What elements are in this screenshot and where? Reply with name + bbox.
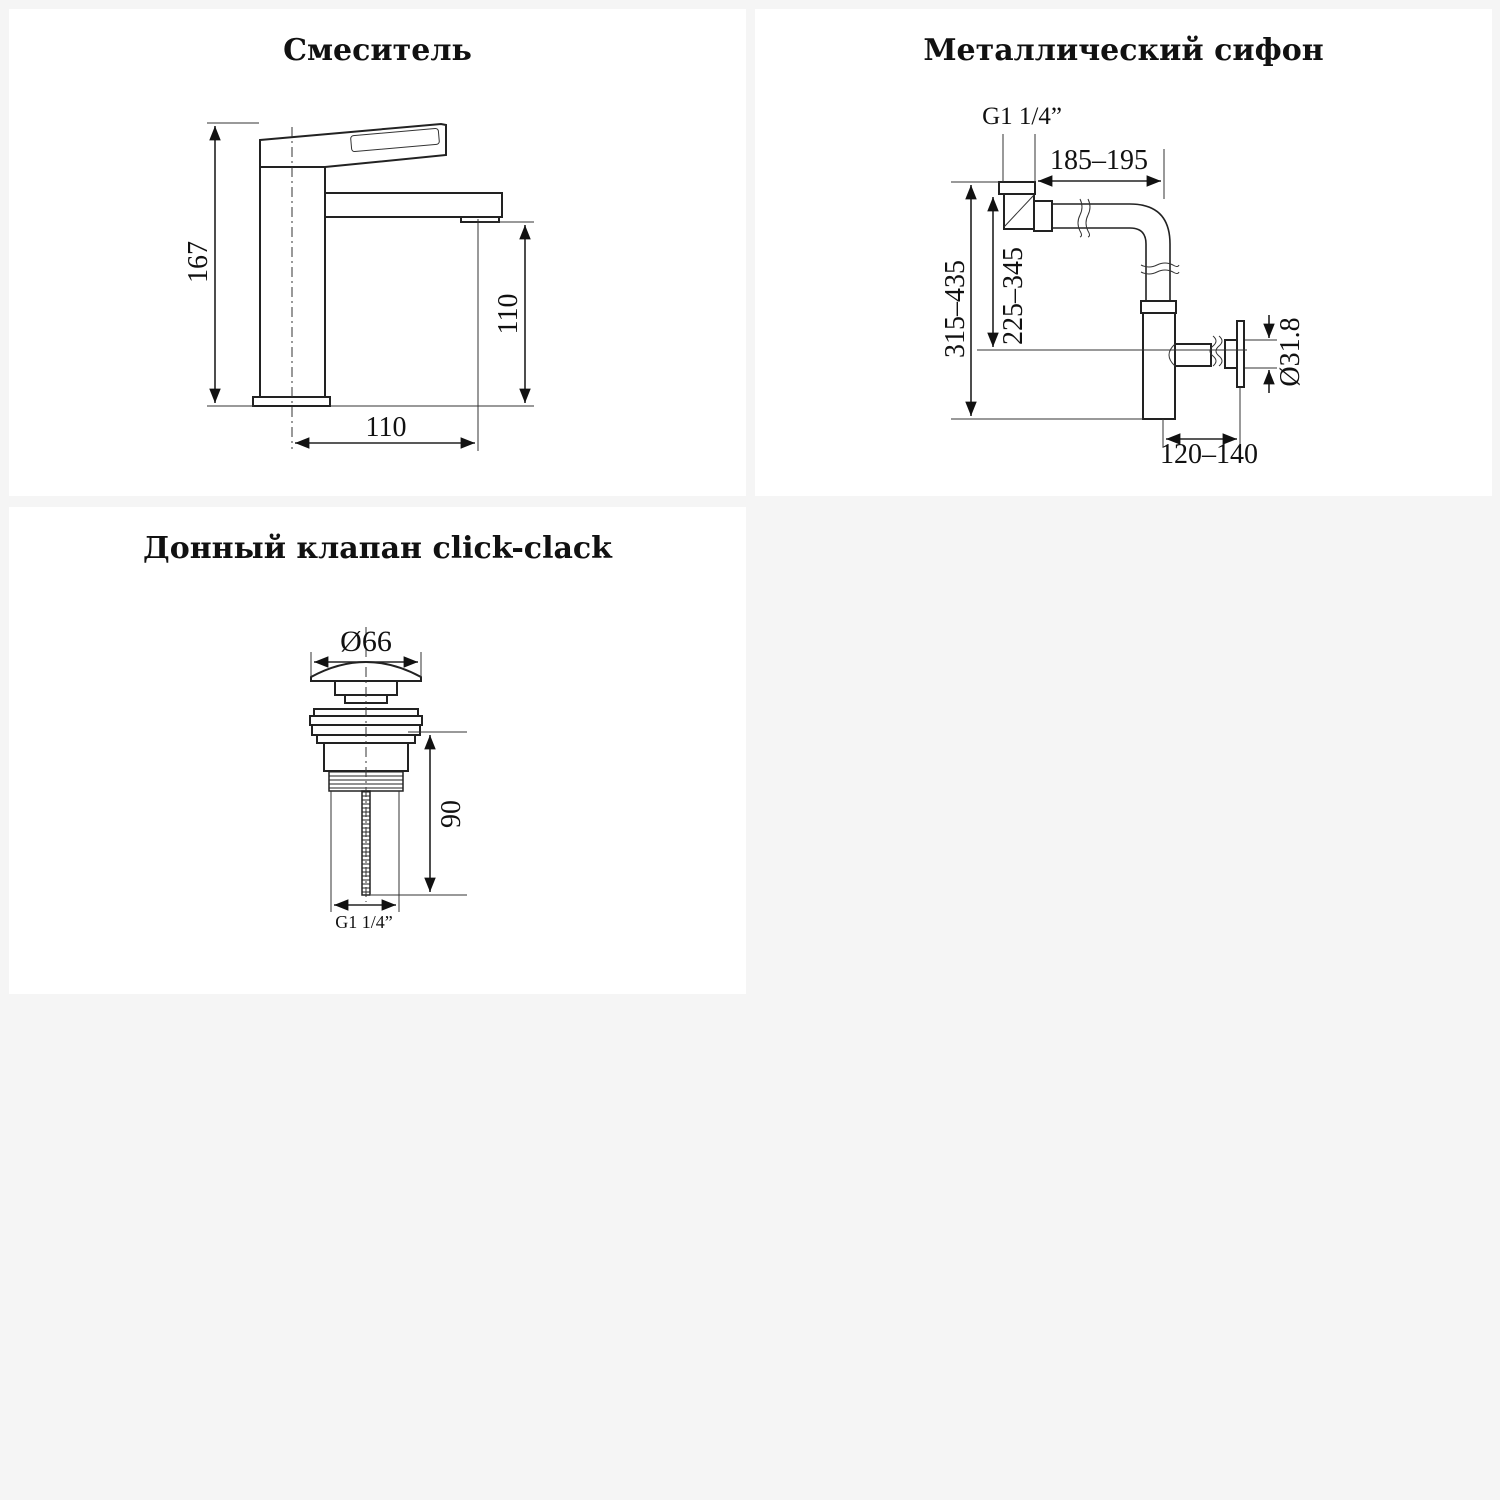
- siphon-total-height-label: 315–435: [940, 260, 971, 358]
- faucet-outline: [253, 124, 502, 449]
- siphon-wall-offset-label: 120–140: [1160, 439, 1258, 470]
- siphon-title: Металлический сифон: [923, 33, 1324, 68]
- mixer-reach-label: 110: [365, 412, 407, 443]
- siphon-length-dimension: [1038, 145, 1164, 199]
- siphon-outlet-diameter-dimension: [1245, 315, 1306, 393]
- valve-thread-dimension: [334, 905, 396, 932]
- dimension-height: [183, 123, 259, 406]
- mixer-title: Смеситель: [283, 33, 472, 68]
- siphon-drawing: [755, 9, 1492, 496]
- siphon-outlet-diameter-label: Ø31.8: [1275, 317, 1306, 387]
- valve-drawing: [9, 507, 746, 994]
- valve-card: [9, 507, 746, 994]
- siphon-thread-label: G1 1/4”: [982, 103, 1062, 130]
- mixer-card: [9, 9, 746, 496]
- valve-height-label: 90: [436, 800, 467, 828]
- dimension-spout-height: [331, 222, 534, 406]
- siphon-card: [755, 9, 1492, 496]
- valve-title: Донный клапан click-clack: [143, 531, 612, 566]
- mixer-drawing: [9, 9, 746, 496]
- mixer-height-label: 167: [183, 241, 214, 283]
- valve-cap-diameter-label: Ø66: [340, 625, 392, 658]
- valve-outline: [310, 627, 422, 912]
- valve-thread-label: G1 1/4”: [335, 912, 393, 932]
- siphon-outlet-height-label: 225–345: [998, 247, 1029, 345]
- mixer-spout-height-label: 110: [493, 293, 524, 335]
- siphon-length-label: 185–195: [1050, 145, 1148, 176]
